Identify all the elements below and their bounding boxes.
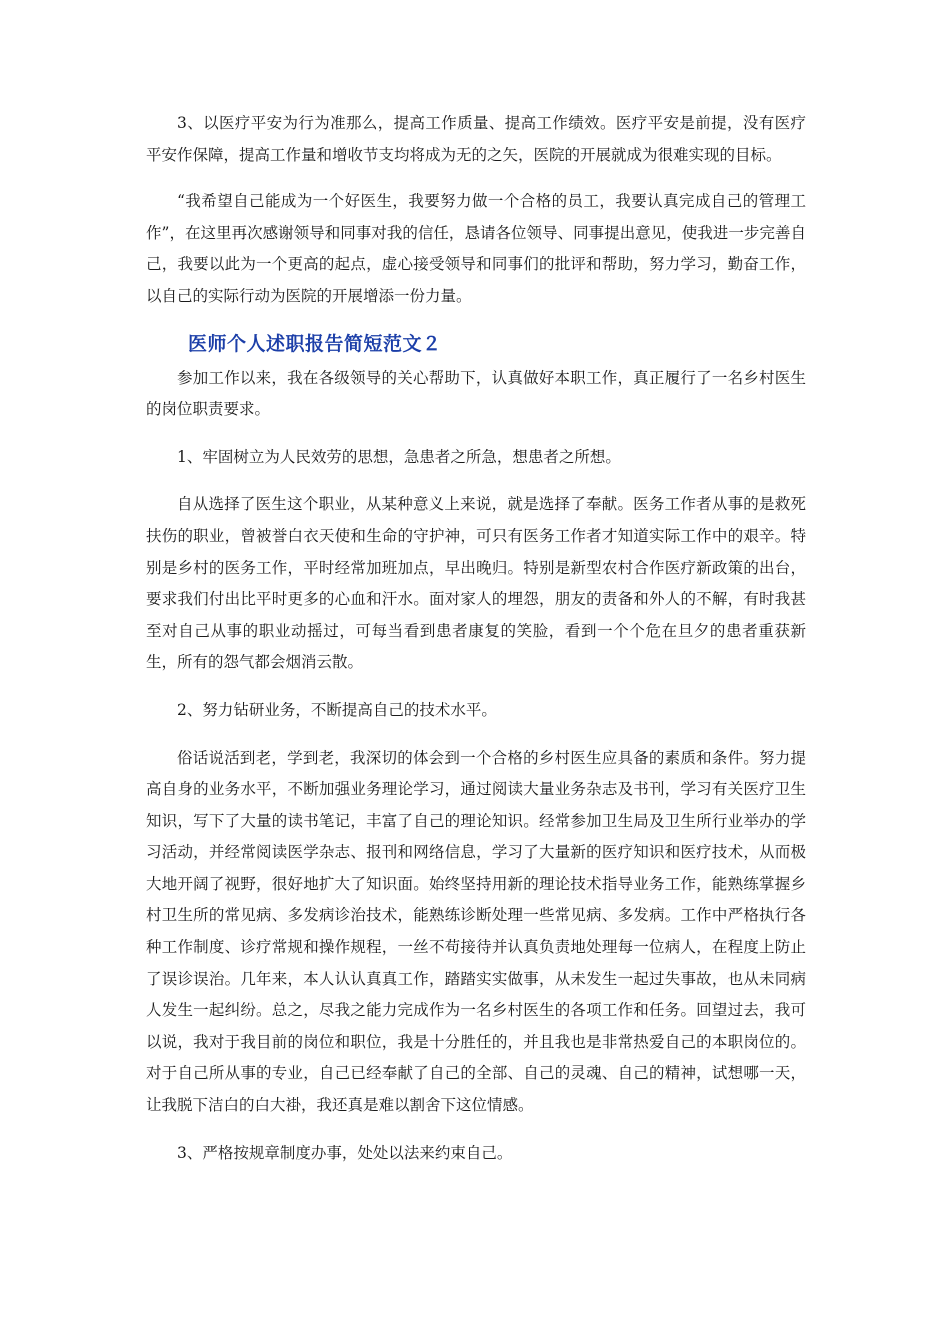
paragraph-intro: 参加工作以来，我在各级领导的关心帮助下，认真做好本职工作，真正履行了一名乡村医生的岗位职责要求。 [146, 368, 806, 419]
document-page [146, 108, 806, 1169]
paragraph-point-3: 3、严格按规章制度办事，处处以法来约束自己。 [177, 1143, 513, 1162]
paragraph-dedication: 自从选择了医生这个职业，从某种意义上来说，就是选择了奉献。医务工作者从事的是救死扶伤的职业，曾被誉白衣天使和生命的守护神，可只有医务工作者才知道实际工作中的艰辛。特别是乡村的医务工作，平时经常加班加点，早出晚归。特别是新型农村合作医疗新政策的出台，要求我们付出比平时更多的心血和汗水。面对家人的埋怨，朋友的责备和外人的不解，有时我甚至对自己从事的职业动摇过，可每当看到患者康复的笑脸，看到一个个危在旦夕的患者重获新生，所有的怨气都会烟消云散。 [146, 495, 806, 672]
paragraph-study: 俗话说活到老，学到老，我深切的体会到一个合格的乡村医生应具备的素质和条件。努力提高自身的业务水平，不断加强业务理论学习，通过阅读大量业务杂志及书刊，学习有关医疗卫生知识，写下了大量的读书笔记，丰富了自己的理论知识。经常参加卫生局及卫生所行业举办的学习活动，并经常阅读医学杂志、报刊和网络信息，学习了大量新的医疗知识和医疗技术，从而极大地开阔了视野，很好地扩大了知识面。始终坚持用新的理论技术指导业务工作，能熟练掌握乡村卫生所的常见病、多发病诊治技术，能熟练诊断处理一些常见病、多发病。工作中严格执行各种工作制度、诊疗常规和操作规程，一丝不苟接待并认真负责地处理每一位病人，在程度上防止了误诊误治。几年来，本人认认真真工作，踏踏实实做事，从未发生一起过失事故，也从未同病人发生一起纠纷。总之，尽我之能力完成作为一名乡村医生的各项工作和任务。回望过去，我可以说，我对于我目前的岗位和职位，我是十分胜任的，并且我也是非常热爱自己的本职岗位的。对于自己所从事的专业，自己已经奉献了自己的全部、自己的灵魂、自己的精神，试想哪一天，让我脱下洁白的白大褂，我还真是难以割舍下这位情感。 [146, 748, 806, 1115]
section-title: 医师个人述职报告简短范文２ [188, 332, 442, 355]
paragraph-closing-thanks: “我希望自己能成为一个好医生，我要努力做一个合格的员工，我要认真完成自己的管理工作”，在这里再次感谢领导和同事对我的信任，恳请各位领导、同事提出意见，使我进一步完善自己，我要以此为一个更高的起点，虚心接受领导和同事们的批评和帮助，努力学习，勤奋工作，以自己的实际行动为医院的开展增添一份力量。 [146, 192, 806, 305]
paragraph-point-2: 2、努力钻研业务，不断提高自己的技术水平。 [177, 700, 497, 719]
paragraph-point-1: 1、牢固树立为人民效劳的思想，急患者之所急，想患者之所想。 [177, 447, 621, 466]
paragraph-quality-safety: 3、以医疗平安为行为准那么，提高工作质量、提高工作绩效。医疗平安是前提，没有医疗平安作保障，提高工作量和增收节支均将成为无的之矢，医院的开展就成为很难实现的目标。 [146, 114, 806, 164]
